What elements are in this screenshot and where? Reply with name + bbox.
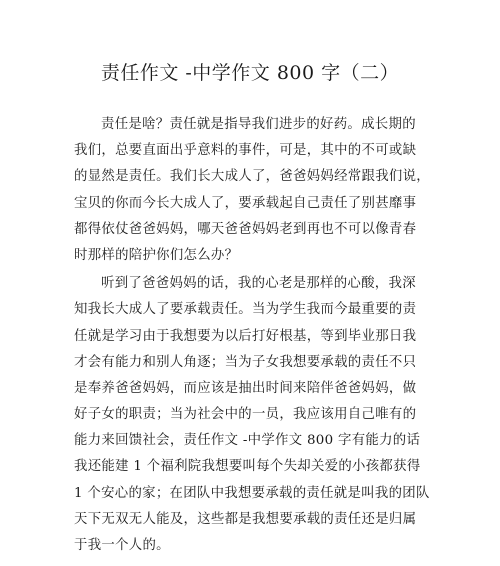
document-title: 责任作文 -中学作文 800 字（二） — [100, 62, 400, 84]
paragraph-1-line-6: 时那样的陪护你们怎么办？ — [74, 247, 239, 263]
paragraph-2-line-10: 天下无双无人能及，这些都是我想要承载的责任还是归属 — [74, 511, 417, 527]
paragraph-2-line-1: 听到了爸爸妈妈的话，我的心老是那样的心酸，我深 — [101, 276, 416, 292]
paragraph-1-line-5: 都得依仗爸爸妈妈，哪天爸爸妈妈老到再也不可以像青春 — [74, 221, 417, 237]
paragraph-1-line-2: 我们，总要直面出乎意料的事件，可是，其中的不可或缺 — [74, 143, 417, 159]
cutoff-text-fragment — [74, 556, 434, 566]
document-body — [74, 112, 434, 559]
paragraph-2-line-8: 我还能建 1 个福利院我想要叫每个失却关爱的小孩都获得 — [74, 459, 421, 475]
paragraph-2-line-7: 能力来回馈社会，责任作文 -中学作文 800 字有能力的话 — [74, 433, 421, 449]
paragraph-2-line-3: 任就是学习由于我想要为以后打好根基，等到毕业那日我 — [74, 328, 417, 344]
paragraph-2-line-4: 才会有能力和别人角逐；当为子女我想要承载的责任不只 — [74, 354, 417, 370]
paragraph-2-line-5: 是奉养爸爸妈妈，而应该是抽出时间来陪伴爸爸妈妈，做 — [74, 380, 417, 396]
paragraph-2-line-11: 于我一个人的。 — [74, 538, 170, 553]
next-line-cutoff — [74, 556, 434, 566]
paragraph-2-line-2: 知我长大成人了要承载责任。当为学生我而今最重要的责 — [74, 302, 417, 318]
paragraph-2-line-9: 1 个安心的家；在团队中我想要承载的责任就是叫我的团队 — [74, 485, 430, 501]
paragraph-1-line-4: 宝贝的你而今长大成人了，要承载起自己责任了别甚靡事 — [74, 195, 417, 211]
paragraph-1-line-3: 的显然是责任。我们长大成人了，爸爸妈妈经常跟我们说， — [74, 169, 430, 185]
paragraph-2-line-6: 好子女的职责；当为社会中的一员，我应该用自己唯有的 — [74, 407, 417, 423]
paragraph-1-line-1: 责任是啥？责任就是指导我们进步的好药。成长期的 — [101, 117, 416, 132]
